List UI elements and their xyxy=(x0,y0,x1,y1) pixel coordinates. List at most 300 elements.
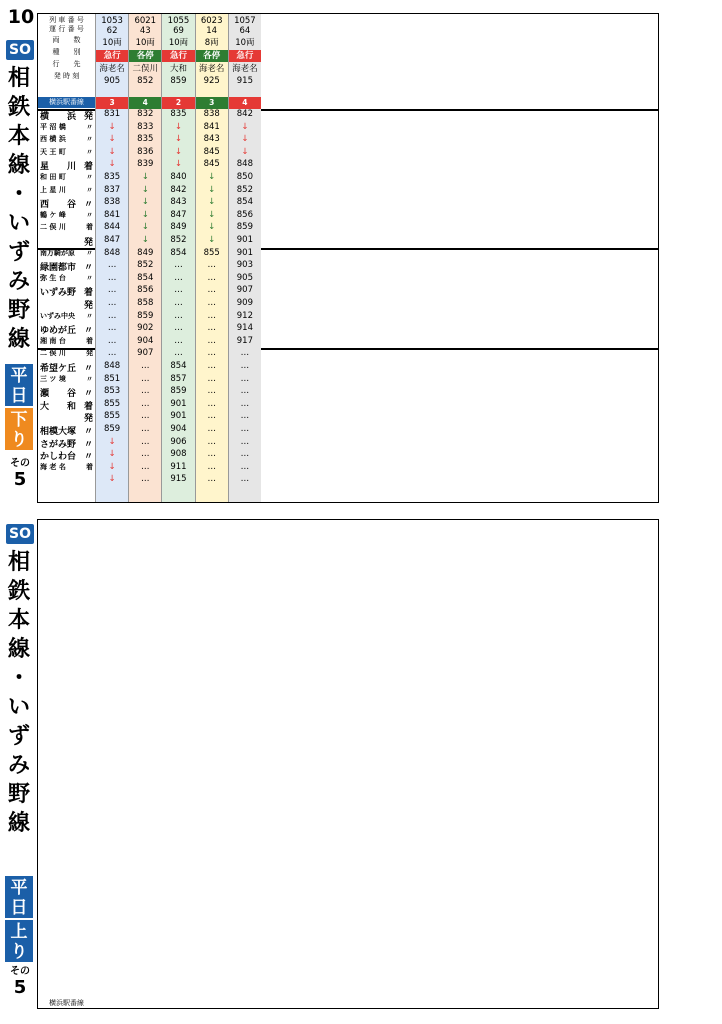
stop-time: 914 xyxy=(236,323,253,334)
car-count: 10両 xyxy=(102,38,122,48)
station-mark: 〃 xyxy=(86,374,93,383)
stop-time: 855 xyxy=(103,411,121,422)
line-badge: SO xyxy=(6,40,34,60)
stop-time: … xyxy=(207,373,216,384)
station-name: 二 俣 川 xyxy=(40,223,66,232)
stop-time: … xyxy=(240,411,250,422)
destination: 海老名 xyxy=(99,64,125,74)
car-count: 8両 xyxy=(204,38,219,48)
stop-time: 901 xyxy=(236,235,253,245)
stop-time: ↓ xyxy=(108,146,116,157)
departure-time: 859 xyxy=(170,76,187,86)
station-row xyxy=(40,374,93,384)
destination: 海老名 xyxy=(198,64,225,74)
destination: 海老名 xyxy=(232,64,258,74)
stop-time: … xyxy=(240,461,250,472)
stop-time: 904 xyxy=(137,335,154,346)
stop-time: … xyxy=(174,323,183,334)
station-name: 弥 生 台 xyxy=(40,273,66,282)
station-mark: 〃 xyxy=(83,427,93,437)
station-mark: 〃 xyxy=(86,248,93,257)
stop-time: … xyxy=(207,436,216,447)
station-mark: 〃 xyxy=(83,200,93,211)
train-type: 各停 xyxy=(129,50,161,62)
part-label-bottom: その 5 xyxy=(10,966,30,998)
stop-time: ↓ xyxy=(108,121,116,132)
stop-time: 906 xyxy=(170,436,187,447)
direction-label: 下 り xyxy=(5,408,33,450)
stop-time: … xyxy=(141,436,150,447)
stop-time: 835 xyxy=(137,134,154,145)
stop-time: … xyxy=(141,373,150,384)
header-label: 運 行 番 号 xyxy=(49,25,84,33)
platform-number: 4 xyxy=(229,97,261,109)
stop-time: 901 xyxy=(170,411,187,422)
train-type: 急行 xyxy=(162,50,194,62)
stop-time: ↓ xyxy=(208,172,216,182)
car-count: 10両 xyxy=(135,38,155,48)
station-row xyxy=(40,311,93,321)
departure-time: 925 xyxy=(203,76,220,86)
stop-time: … xyxy=(240,348,250,359)
stop-time: ↓ xyxy=(208,197,216,208)
departure-time: 852 xyxy=(137,76,154,86)
train-type: 各停 xyxy=(196,50,228,62)
train-column xyxy=(128,14,161,502)
station-name: 横 浜 xyxy=(40,112,77,122)
line-name-char: 鉄 xyxy=(7,95,30,120)
station-name: 上 星 川 xyxy=(40,185,66,194)
station-name: 天 王 町 xyxy=(40,147,66,156)
stop-time: … xyxy=(240,386,250,397)
stop-time: ↓ xyxy=(174,146,183,157)
station-row xyxy=(40,273,93,283)
station-name: 二 俣 川 xyxy=(40,349,66,358)
stop-time: ↓ xyxy=(141,235,149,245)
stop-time: ↓ xyxy=(108,474,116,485)
stop-time: … xyxy=(107,272,117,283)
station-mark: 〃 xyxy=(86,147,93,156)
station-mark: 発 xyxy=(83,112,93,122)
stop-time: … xyxy=(107,323,117,334)
stop-time: ↓ xyxy=(208,235,216,245)
stop-time: 856 xyxy=(137,285,154,296)
stop-time: ↓ xyxy=(141,222,149,233)
platform-number: 3 xyxy=(196,97,228,109)
stop-time: … xyxy=(107,298,117,308)
stop-time: 845 xyxy=(203,159,220,170)
header-labels xyxy=(38,16,95,82)
header-label: 両 数 xyxy=(52,36,81,44)
station-row xyxy=(40,159,93,172)
line-name-vertical-bottom xyxy=(4,548,34,838)
stop-time: ↓ xyxy=(208,222,216,233)
stop-time: … xyxy=(174,285,183,296)
stop-time: 839 xyxy=(137,159,154,170)
operation-number: 43 xyxy=(139,26,151,36)
station-mark: 〃 xyxy=(86,273,93,282)
departure-time: 915 xyxy=(236,76,253,86)
line-name-char: い xyxy=(7,695,30,720)
day-label-bottom: 平 日 xyxy=(5,876,33,918)
train-number: 1053 xyxy=(101,16,123,26)
stop-time: … xyxy=(207,260,216,271)
stop-time: … xyxy=(207,310,216,321)
stop-time: … xyxy=(240,424,250,434)
stop-time: … xyxy=(141,461,150,472)
station-name: かしわ台 xyxy=(40,452,77,463)
stop-time: 852 xyxy=(137,260,154,271)
line-name-vertical xyxy=(4,64,34,354)
line-name-char: 野 xyxy=(7,298,30,323)
stop-time: 847 xyxy=(103,235,121,245)
stop-time: 859 xyxy=(137,310,154,321)
station-name: 海 老 名 xyxy=(40,462,66,471)
platform-number: 3 xyxy=(96,97,128,109)
stop-time: … xyxy=(141,411,150,422)
stop-time: … xyxy=(207,449,216,460)
station-name: 和 田 町 xyxy=(40,173,66,181)
train-column xyxy=(95,14,128,502)
station-name: 西 谷 xyxy=(40,200,77,211)
station-name: 瀬 谷 xyxy=(40,389,77,400)
stop-time: 848 xyxy=(103,247,121,258)
station-mark: 〃 xyxy=(83,389,93,400)
station-mark: 〃 xyxy=(86,135,93,144)
stop-time: ↓ xyxy=(108,436,116,447)
stop-time: … xyxy=(240,373,250,384)
stop-time: 850 xyxy=(236,172,253,182)
line-name-char: 鉄 xyxy=(7,579,30,604)
stop-time: … xyxy=(207,474,216,485)
part-label: その 5 xyxy=(10,458,30,490)
station-row xyxy=(40,260,93,273)
station-mark: 〃 xyxy=(83,364,93,374)
station-name: 西 横 浜 xyxy=(40,135,66,144)
train-type: 急行 xyxy=(96,50,128,62)
stop-time: … xyxy=(107,285,117,296)
stop-time: ↓ xyxy=(174,159,183,170)
stop-time: 915 xyxy=(170,474,187,485)
train-column xyxy=(228,14,261,502)
stop-time: 841 xyxy=(103,209,121,220)
stop-time: 843 xyxy=(170,197,187,208)
stop-time: ↓ xyxy=(141,197,149,208)
stop-time: 858 xyxy=(137,298,154,308)
stop-time: 831 xyxy=(103,109,121,119)
stop-time: 854 xyxy=(137,272,154,283)
stop-time: ↓ xyxy=(208,209,216,220)
station-name: 相模大塚 xyxy=(40,427,77,437)
stop-time: … xyxy=(207,348,216,359)
stop-time: … xyxy=(174,335,183,346)
stop-time: 849 xyxy=(170,222,187,233)
stop-time: … xyxy=(174,272,183,283)
header-label: 種 別 xyxy=(52,48,81,56)
destination: 大和 xyxy=(169,64,187,74)
stop-time: ↓ xyxy=(141,209,149,220)
station-mark: 発 xyxy=(86,349,93,358)
stop-time: … xyxy=(141,361,150,371)
day-label: 平 日 xyxy=(5,364,33,406)
station-row xyxy=(40,147,93,157)
stop-time: ↓ xyxy=(241,134,249,145)
stop-time: … xyxy=(107,348,117,359)
station-row xyxy=(40,298,93,311)
train-number: 6023 xyxy=(200,16,223,26)
station-mark: 着 xyxy=(83,162,93,173)
station-name: 平 沼 橋 xyxy=(40,122,66,131)
stop-time: 902 xyxy=(137,323,154,334)
stop-time: … xyxy=(174,298,183,308)
station-mark: 着 xyxy=(83,401,93,412)
stop-time: 845 xyxy=(203,146,220,157)
stop-time: … xyxy=(141,398,150,409)
line-name-char: み xyxy=(7,269,30,294)
station-row xyxy=(40,323,93,336)
station-name: 大 和 xyxy=(40,401,77,412)
footer-label-bottom: 横浜駅番線 xyxy=(49,999,84,1007)
stop-time: … xyxy=(141,386,150,397)
line-name-char: 本 xyxy=(7,124,30,149)
stop-time: … xyxy=(207,298,216,308)
stop-time: 838 xyxy=(103,197,121,208)
line-name-char: 線 xyxy=(7,811,30,836)
station-mark: 着 xyxy=(86,462,93,471)
stop-time: 859 xyxy=(170,386,187,397)
station-mark: 〃 xyxy=(86,185,93,194)
station-row xyxy=(40,172,93,182)
station-row xyxy=(40,210,93,220)
stop-time: 835 xyxy=(103,172,121,182)
platform-number: 4 xyxy=(129,97,161,109)
stop-time: 857 xyxy=(170,373,187,384)
station-name: ゆめが丘 xyxy=(40,326,77,337)
station-mark: 発 xyxy=(83,414,93,425)
station-mark: 着 xyxy=(86,223,93,232)
stop-time: … xyxy=(207,361,216,371)
station-mark: 〃 xyxy=(83,439,93,450)
stop-time: 837 xyxy=(103,184,121,195)
stop-time: … xyxy=(107,310,117,321)
train-number: 1057 xyxy=(234,16,256,26)
stop-time: … xyxy=(107,260,117,271)
stop-time: 832 xyxy=(137,109,154,119)
station-row xyxy=(40,424,93,437)
station-mark: 〃 xyxy=(86,311,93,320)
stop-time: … xyxy=(174,260,183,271)
stop-time: 848 xyxy=(236,159,253,170)
stop-time: 833 xyxy=(137,121,154,132)
line-name-char: み xyxy=(7,753,30,778)
station-row xyxy=(40,399,93,412)
stop-time: ↓ xyxy=(174,121,183,132)
station-row xyxy=(40,386,93,399)
stop-time: ↓ xyxy=(108,449,116,460)
operation-number: 14 xyxy=(206,26,218,36)
train-column xyxy=(161,14,194,502)
station-name: 南万騎が原 xyxy=(40,248,75,257)
stop-time: 854 xyxy=(170,247,187,258)
station-row xyxy=(40,336,93,346)
platform-label: 横浜駅番線 xyxy=(38,97,95,108)
stop-time: 908 xyxy=(170,449,187,460)
stop-time: 859 xyxy=(103,424,121,434)
stop-time: 847 xyxy=(170,209,187,220)
stop-time: … xyxy=(207,272,216,283)
stop-time: 903 xyxy=(236,260,253,271)
stop-time: 912 xyxy=(236,310,253,321)
stop-time: … xyxy=(207,461,216,472)
stop-time: 856 xyxy=(236,209,253,220)
stop-time: … xyxy=(207,411,216,422)
direction-label-bottom: 上 り xyxy=(5,920,33,962)
stop-time: 904 xyxy=(170,424,187,434)
station-row xyxy=(40,285,93,298)
station-name: 湘 南 台 xyxy=(40,336,66,345)
stop-time: 854 xyxy=(170,361,187,371)
stop-time: ↓ xyxy=(241,146,249,157)
station-row xyxy=(40,222,93,232)
car-count: 10両 xyxy=(235,38,255,48)
line-name-char: ず xyxy=(7,240,30,265)
stop-time: 842 xyxy=(170,184,187,195)
stop-time: 854 xyxy=(236,197,253,208)
train-type: 急行 xyxy=(229,50,261,62)
stop-time: 841 xyxy=(203,121,220,132)
operation-number: 62 xyxy=(106,26,118,36)
train-column xyxy=(195,14,228,502)
stop-time: 901 xyxy=(170,398,187,409)
stop-time: 838 xyxy=(203,109,220,119)
stop-time: ↓ xyxy=(208,184,216,195)
stop-time: … xyxy=(174,348,183,359)
stop-time: ↓ xyxy=(141,184,149,195)
station-mark: 着 xyxy=(83,288,93,299)
stop-time: 853 xyxy=(103,386,121,397)
stop-time: … xyxy=(141,424,150,434)
operation-number: 69 xyxy=(173,26,184,36)
stop-time: 843 xyxy=(203,134,220,145)
stop-time: … xyxy=(174,310,183,321)
stop-time: … xyxy=(207,335,216,346)
timetable-top xyxy=(37,13,659,503)
station-name: さがみ野 xyxy=(40,439,77,450)
stop-time: … xyxy=(207,285,216,296)
stop-time: … xyxy=(141,449,150,460)
train-number: 1055 xyxy=(167,16,190,26)
station-name: 緑園都市 xyxy=(40,263,77,274)
stop-time: 836 xyxy=(137,146,154,157)
stop-time: 901 xyxy=(236,247,253,258)
stop-time: 851 xyxy=(103,373,121,384)
stop-time: 852 xyxy=(170,235,187,245)
stop-time: 848 xyxy=(103,361,121,371)
stop-time: 909 xyxy=(236,298,253,308)
stop-time: 855 xyxy=(103,398,121,409)
stop-time: 911 xyxy=(170,461,187,472)
header-label: 行 先 xyxy=(52,60,81,68)
stop-time: ↓ xyxy=(174,134,183,145)
stop-time: … xyxy=(207,398,216,409)
destination: 二俣川 xyxy=(132,64,159,74)
station-mark: 発 xyxy=(83,301,93,311)
station-mark: 発 xyxy=(83,238,93,248)
station-name: いずみ野 xyxy=(40,288,77,299)
station-name: 三 ツ 境 xyxy=(40,374,66,383)
stop-time: 852 xyxy=(236,184,253,195)
station-row xyxy=(40,134,93,144)
station-row xyxy=(40,462,93,472)
stop-time: 907 xyxy=(137,348,154,359)
station-mark: 〃 xyxy=(86,210,93,219)
stop-time: 849 xyxy=(137,247,154,258)
station-row xyxy=(40,185,93,195)
line-name-char: ・ xyxy=(7,182,30,207)
train-columns xyxy=(95,14,658,502)
stop-time: … xyxy=(240,436,250,447)
line-badge-bottom: SO xyxy=(6,524,34,544)
station-mark: 着 xyxy=(86,336,93,345)
station-row xyxy=(40,235,93,248)
station-mark: 〃 xyxy=(83,452,93,463)
stop-time: 917 xyxy=(236,335,253,346)
stop-time: 844 xyxy=(103,222,121,233)
station-name: いずみ中央 xyxy=(40,311,75,320)
stop-time: 842 xyxy=(236,109,253,119)
stop-time: ↓ xyxy=(108,134,116,145)
station-name: 鶴 ケ 峰 xyxy=(40,210,66,219)
station-name: 希望ケ丘 xyxy=(40,364,77,374)
platform-number: 2 xyxy=(162,97,194,109)
line-name-char: 野 xyxy=(7,782,30,807)
stop-time: … xyxy=(240,398,250,409)
stop-time: … xyxy=(207,386,216,397)
timetable-bottom xyxy=(37,519,659,1009)
station-row xyxy=(40,197,93,210)
departure-time: 905 xyxy=(103,76,121,86)
operation-number: 64 xyxy=(239,26,251,36)
line-name-char: い xyxy=(7,211,30,236)
station-mark: 〃 xyxy=(83,326,93,337)
stop-time: 859 xyxy=(236,222,253,233)
station-row xyxy=(40,361,93,374)
stop-time: ↓ xyxy=(108,159,116,170)
stop-time: … xyxy=(207,323,216,334)
stop-time: … xyxy=(107,335,117,346)
stop-time: 855 xyxy=(203,247,220,258)
station-row xyxy=(40,449,93,462)
line-name-char: 線 xyxy=(7,153,30,178)
header-label: 発 時 刻 xyxy=(53,72,80,80)
stop-time: … xyxy=(240,449,250,460)
car-count: 10両 xyxy=(168,38,189,48)
header-label: 列 車 番 号 xyxy=(49,16,84,24)
line-name-char: 相 xyxy=(7,66,30,91)
stop-time: … xyxy=(240,474,250,485)
station-mark: 〃 xyxy=(86,173,93,181)
train-number: 6021 xyxy=(134,16,157,26)
stop-time: … xyxy=(207,424,216,434)
stop-time: 835 xyxy=(170,109,187,119)
station-row xyxy=(40,411,93,424)
stop-time: ↓ xyxy=(108,461,116,472)
station-mark: 〃 xyxy=(83,263,93,274)
line-name-char: ず xyxy=(7,724,30,749)
stop-time: … xyxy=(141,474,150,485)
station-row xyxy=(40,122,93,132)
stop-time: 905 xyxy=(236,272,253,283)
